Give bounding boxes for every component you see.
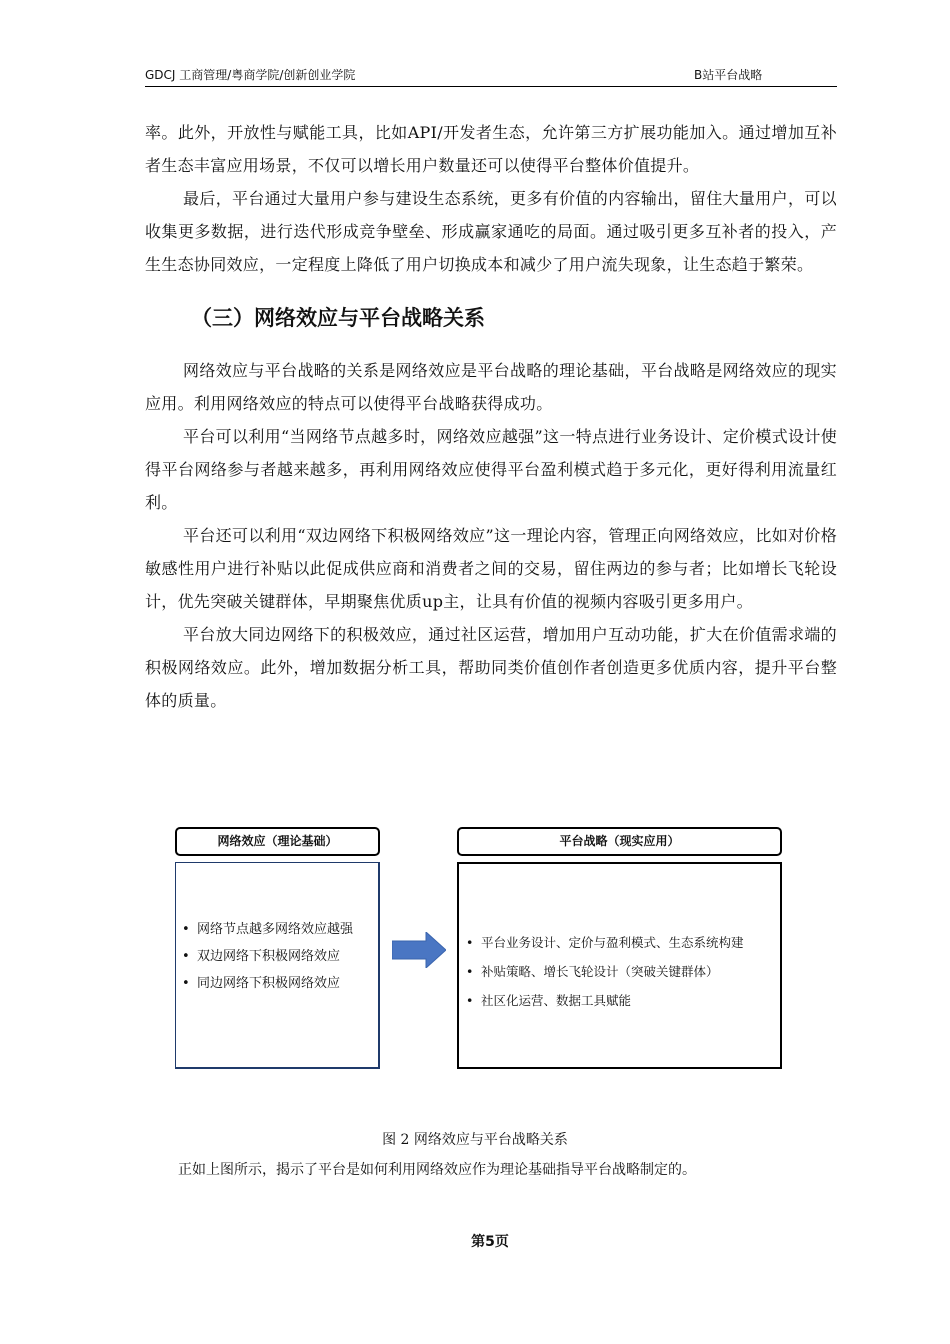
closing-sentence: 正如上图所示，揭示了平台是如何利用网络效应作为理论基础指导平台战略制定的。 [178,1162,696,1178]
figure-caption: 图 2 网络效应与平台战略关系 [382,1132,568,1148]
right-box-title: 平台战略（现实应用） [457,827,782,856]
paragraph-5: 平台还可以利用“双边网络下积极网络效应”这一理论内容，管理正向网络效应，比如对价格敏感性用户进行补贴以此促成供应商和消费者之间的交易，留住两边的参与者；比如增长飞轮设计，优先突破关键群体，早期聚焦优质up主，让具有价值的视频内容吸引更多用户。 [145,526,837,611]
theory-item: • 同边网络下积极网络效应 [179,970,369,997]
theory-box [175,862,380,1069]
application-box [457,862,782,1069]
header-right-text: B站平台战略 [694,68,763,82]
theory-item: • 双边网络下积极网络效应 [179,943,369,970]
right-arrow-icon [392,932,446,968]
application-item: • 社区化运营、数据工具赋能 [463,986,773,1015]
page-number: 第5页 [471,1234,509,1250]
document-body [145,116,837,717]
paragraph-2: 最后，平台通过大量用户参与建设生态系统，更多有价值的内容输出，留住大量用户，可以收集更多数据，进行迭代形成竞争壁垒、形成赢家通吃的局面。通过吸引更多互补者的投入，产生生态协同效应，一定程度上降低了用户切换成本和减少了用户流失现象，让生态趋于繁荣。 [145,189,837,274]
application-list [463,928,773,1015]
page-header [145,66,837,87]
application-item: • 平台业务设计、定价与盈利模式、生态系统构建 [463,928,773,957]
section-heading: （三）网络效应与平台战略关系 [191,306,485,330]
paragraph-6: 平台放大同边网络下的积极效应，通过社区运营，增加用户互动功能，扩大在价值需求端的积极网络效应。此外，增加数据分析工具，帮助同类价值创作者创造更多优质内容，提升平台整体的质量。 [145,625,837,710]
header-left-text: GDCJ 工商管理/粤商学院/创新创业学院 [145,68,356,82]
paragraph-4: 平台可以利用“当网络节点越多时，网络效应越强”这一特点进行业务设计、定价模式设计使得平台网络参与者越来越多，再利用网络效应使得平台盈利模式趋于多元化，更好得利用流量红利。 [145,427,837,512]
left-box-title: 网络效应（理论基础） [175,827,380,856]
theory-list [179,916,369,997]
application-item: • 补贴策略、增长飞轮设计（突破关键群体） [463,957,773,986]
paragraph-1: 率。此外，开放性与赋能工具，比如API/开发者生态，允许第三方扩展功能加入。通过增加互补者生态丰富应用场景，不仅可以增长用户数量还可以使得平台整体价值提升。 [145,123,837,175]
paragraph-3: 网络效应与平台战略的关系是网络效应是平台战略的理论基础，平台战略是网络效应的现实应用。利用网络效应的特点可以使得平台战略获得成功。 [145,361,837,413]
theory-item: • 网络节点越多网络效应越强 [179,916,369,943]
